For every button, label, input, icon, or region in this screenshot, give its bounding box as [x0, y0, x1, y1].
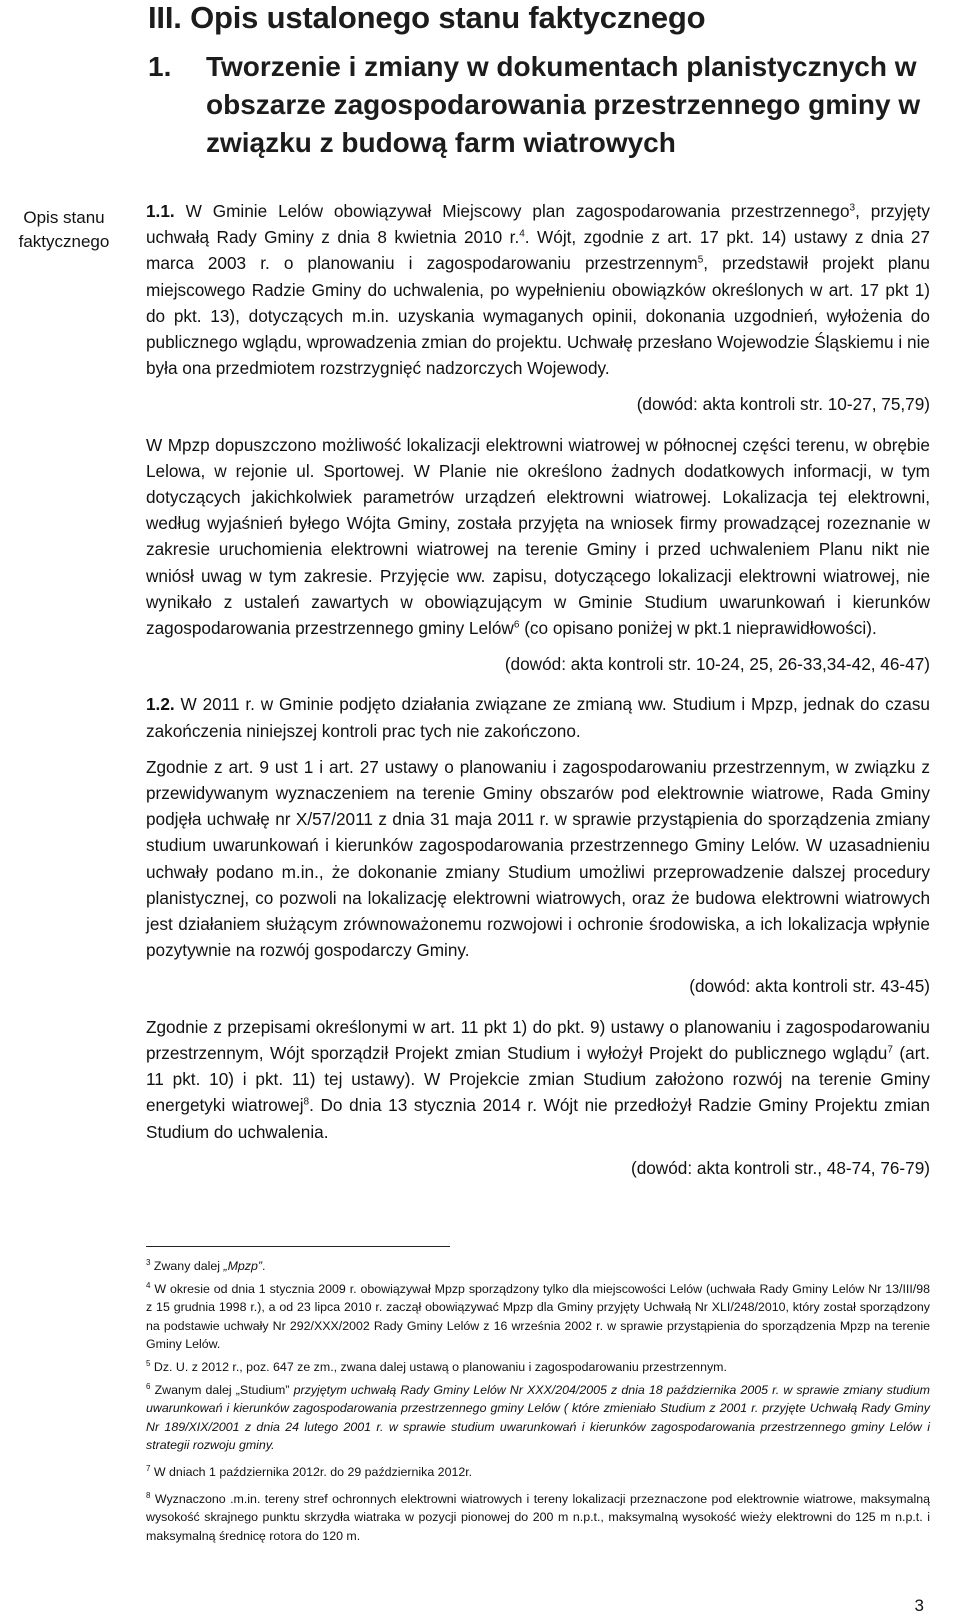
evidence-note: (dowód: akta kontroli str. 10-24, 25, 26-33,34-42, 46-47)	[504, 654, 930, 675]
footnote-5	[146, 1358, 930, 1377]
text-run: W Gminie Lelów obowiązywał Miejscowy plan zagospodarowania przestrzennego	[174, 201, 850, 221]
paragraph-1-1	[146, 198, 930, 381]
footnote-number: 6	[146, 1381, 151, 1391]
side-label-line1: Opis stanu	[23, 208, 105, 227]
footnotes	[146, 1257, 930, 1549]
point-number: 1.2.	[146, 694, 175, 715]
text-run: W Mpzp dopuszczono możliwość lokalizacji elektrowni wiatrowej w północnej części terenu, w obrębie Lelowa, w rejonie ul. Sportowej. W Planie nie określono żadnych dodatkowych informacji, w tym dotyczących jakichkolwiek parametrów urządzeń elektrowni wiatrowej. Lokalizacja tej elektrowni, według wyjaśnień byłego Wójta Gminy, została przyjęta na wniosek firmy prowadzącej rozeznanie w zakresie uruchomienia elektrowni wiatrowej na terenie Gminy i przed uchwaleniem Planu nikt nie wniósł uwag w tym zakresie. Przyjęcie ww. zapisu, dotyczącego lokalizacji elektrowni wiatrowej, nie wynikało z ustaleń zawartych w obowiązującym w Gminie Studium uwarunkowań i kierunków zagospodarowania przestrzennego gminy Lelów	[146, 434, 930, 639]
footnote-number: 4	[146, 1280, 151, 1290]
text-run: (co opisano poniżej w pkt.1 nieprawidłowości).	[519, 618, 877, 639]
text-run: .	[262, 1259, 266, 1273]
point-number: 1.1.	[146, 201, 175, 221]
text-run: Dz. U. z 2012 r., poz. 647 ze zm., zwana dalej ustawą o planowaniu i zagospodarowaniu przestrzennym.	[150, 1359, 727, 1374]
text-run: , przedstawił projekt planu miejscowego Radzie Gminy do uchwalenia, po wypełnieniu obowiązków określonych w art. 17 pkt 1) do pkt. 13), dotyczących m.in. uzyskania wymaganych opinii, dokonania uzgodnień, wyłożenia do publicznego wglądu, wprowadzenia zmian do projektu. Uchwałę przesłano Wojewodzie Śląskiemu i nie była ona przedmiotem rozstrzygnięć nadzorczych Wojewody.	[146, 253, 930, 379]
subsection-number: 1.	[148, 51, 172, 82]
main-text-column	[146, 198, 930, 1181]
side-label-line2: faktycznego	[18, 232, 110, 251]
footnote-number: 3	[146, 1257, 151, 1267]
footnote-ref[interactable]: 8	[303, 1096, 310, 1108]
evidence-note: (dowód: akta kontroli str. 10-27, 75,79)	[636, 394, 930, 415]
evidence-note: (dowód: akta kontroli str. 43-45)	[689, 976, 930, 997]
page-number: 3	[914, 1596, 924, 1615]
text-run: przyjętym uchwałą Rady Gminy Lelów Nr XXX/204/2005 z dnia 18 października 2005 r. w sprawie zmiany studium uwarunkowań i kierunków zagospodarowania przestrzennego gminy Lelów ( które zmieniało Studium z 2001 r. przyjęte Uchwałą Rady Gminy Nr 189/XIX/2001 z dnia 24 lutego 2001 r. w sprawie studium uwarunkowań i kierunków zagospodarowania przestrzennego gminy Lelów i strategii rozwoju gminy.	[146, 1382, 930, 1453]
paragraph-project	[146, 1014, 930, 1145]
footnote-number: 7	[146, 1463, 151, 1473]
footnote-separator	[146, 1246, 450, 1247]
footnote-ref[interactable]: 5	[697, 254, 704, 266]
text-run: Zgodnie z przepisami określonymi w art. 11 pkt 1) do pkt. 9) ustawy o planowaniu i zagospodarowaniu przestrzennym, Wójt sporządził Projekt zmian Studium i wyłożył Projekt do publicznego wglądu	[146, 1016, 930, 1063]
footnote-7	[146, 1463, 930, 1482]
text-run: . Wójt, zgodnie z art. 17 pkt. 14) ustawy z dnia 27 marca 2003 r. o planowaniu i zagospodarowaniu przestrzennym	[146, 227, 930, 274]
footnote-8	[146, 1490, 930, 1546]
text-run: Wyznaczono .m.in. tereny stref ochronnych elektrowni wiatrowych i tereny lokalizacji przeznaczone pod elektrownie wiatrowe, maksymalną wysokość skrajnego punktu skrzydła wiatraka w pozycji pionowej do 200 m n.p.t., maksymalną wysokość wieży elektrowni do 125 m n.p.t. i maksymalną średnicę rotora do 120 m.	[146, 1491, 930, 1543]
paragraph-studium-change: Zgodnie z art. 9 ust 1 i art. 27 ustawy o planowaniu i zagospodarowaniu przestrzennym, w związku z przewidywanym wyznaczeniem na terenie Gminy obszarów pod elektrownie wiatrowe, Rada Gminy podjęła uchwałę nr X/57/2011 z dnia 31 maja 2011 r. w sprawie przystąpienia do sporządzenia zmiany studium uwarunkowań i kierunków zagospodarowania przestrzennego Gminy Lelów. W uzasadnieniu uchwały podano m.in., że dokonanie zmiany Studium umożliwi przeprowadzenie dalszej procedury planistycznej, co pozwoli na lokalizację elektrowni wiatrowych, oraz że budowa elektrowni wiatrowych jest działaniem służącym zrównoważonemu rozwojowi i ochronie środowiska, a ich lokalizacja wpłynie pozytywnie na rozwój gospodarczy Gminy.	[146, 756, 930, 961]
footnote-number: 8	[146, 1490, 151, 1500]
footnote-ref[interactable]: 3	[849, 202, 856, 214]
footnote-ref[interactable]: 6	[513, 619, 520, 631]
footnote-ref[interactable]: 7	[887, 1044, 893, 1056]
subsection-title: Tworzenie i zmiany w dokumentach planistycznych w obszarze zagospodarowania przestrzennego gminy w związku z budową farm wiatrowych	[206, 51, 921, 158]
text-run: Zwanym dalej „Studium”	[150, 1382, 294, 1397]
text-run: „Mpzp”	[223, 1259, 263, 1273]
footnote-number: 5	[146, 1358, 151, 1368]
section-heading: III. Opis ustalonego stanu faktycznego	[148, 0, 706, 35]
evidence-note: (dowód: akta kontroli str., 48-74, 76-79)	[630, 1157, 930, 1178]
text-run: W okresie od dnia 1 stycznia 2009 r. obowiązywał Mpzp sporządzony tylko dla miejscowości Lelów (uchwała Rady Gminy Lelów Nr 13/III/98 z 15 grudnia 1998 r.), a od 23 lipca 2010 r. zaczął obowiązywać Mpzp dla Gminy przyjęty Uchwałą Nr XLI/248/2010, który został sporządzony na podstawie uchwały Nr 292/XXX/2002 Rady Gminy Lelów z 16 września 2002 r. w sprawie przystąpienia do sporządzenia Mpzp na terenie Gminy Lelów.	[146, 1281, 930, 1352]
paragraph-1-2	[146, 691, 930, 743]
paragraph-mpzp	[146, 432, 930, 642]
text-run: , przyjęty uchwałą Rady Gminy z dnia 8 kwietnia 2010 r.	[146, 201, 930, 248]
footnote-4	[146, 1280, 930, 1354]
text-run: Zwany dalej	[150, 1259, 224, 1273]
footnote-ref[interactable]: 4	[519, 228, 525, 240]
text-run: W 2011 r. w Gminie podjęto działania związane ze zmianą ww. Studium i Mpzp, jednak do czasu zakończenia niniejszej kontroli prac tych nie zakończono.	[146, 694, 930, 741]
footnote-3	[146, 1257, 930, 1276]
side-margin-label	[0, 206, 128, 254]
text-run: W dniach 1 października 2012r. do 29 października 2012r.	[150, 1464, 473, 1479]
subsection-heading	[148, 48, 948, 162]
text-run: (art. 11 pkt. 10) i pkt. 11) tej ustawy). W Projekcie zmian Studium założono rozwój na terenie Gminy energetyki wiatrowej	[146, 1042, 930, 1116]
text-run: . Do dnia 13 stycznia 2014 r. Wójt nie przedłożył Radzie Gminy Projektu zmian Studium do uchwalenia.	[146, 1095, 930, 1142]
footnote-6	[146, 1381, 930, 1455]
